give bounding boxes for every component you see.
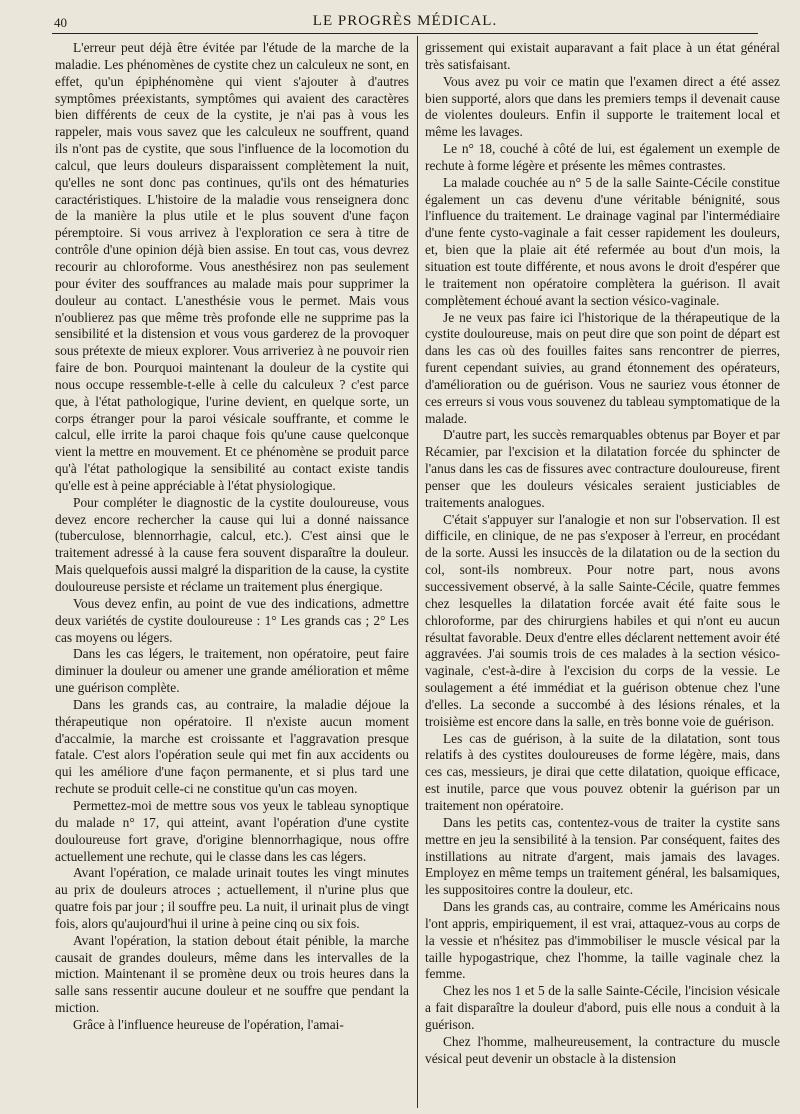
paragraph: grissement qui existait auparavant a fait place à un état général très satisfaisant. — [425, 40, 780, 72]
paragraph: Vous avez pu voir ce matin que l'examen direct a été assez bien supporté, alors que dans les premiers temps il devenait cause de violentes douleurs. Enfin il supporte le traitement local et même les lavages. — [425, 73, 780, 140]
paragraph: Dans les grands cas, au contraire, comme les Américains nous l'ont appris, empiriquement, il est vrai, attaquez-vous au corps de la vessie et n'hésitez pas d'immobiliser le muscle vésical par la taille hypogastrique, chez l'homme, la taille vaginale chez la femme. — [425, 899, 780, 982]
paragraph: Je ne veux pas faire ici l'historique de la thérapeutique de la cystite douloureuse, mais on peut dire que son point de départ est dans les cas où des fouilles faites sans rencontrer de pierres, furent cependant suivies, au grand étonnement des opérateurs, d'amélioration ou de guérison. Vous ne sauriez vous étonner de ces erreurs si vous vous souvenez du tableau symptomatique de la malade. — [425, 309, 780, 426]
paragraph: Grâce à l'influence heureuse de l'opération, l'amai- — [73, 1016, 344, 1032]
journal-title: LE PROGRÈS MÉDICAL. — [312, 13, 498, 29]
header-rule — [52, 33, 758, 34]
paragraph: D'autre part, les succès remarquables obtenus par Boyer et par Récamier, par l'excision et la dilatation forcée du sphincter de l'anus dans les cas de fissures avec contracture douloureuse, firent penser que les douleurs vésicales seraient justiciables de traitements analogues. — [425, 427, 780, 510]
paragraph: Pour compléter le diagnostic de la cystite douloureuse, vous devez encore rechercher la cause qui lui a donné naissance (tuberculose, blennorrhagie, calcul, etc.). C'est ainsi que le traitement adressé à la cause fera souvent disparaître la douleur. Mais quelquefois aussi malgré la disparition de la cause, la cystite douloureuse persiste et réclame un traitement plus énergique. — [55, 494, 409, 594]
paragraph: L'erreur peut déjà être évitée par l'étude de la marche de la maladie. Les phénomènes de cystite chez un calculeux ne sont, en effet, qu'un épiphénomène qui vient s'ajouter à d'autres symptômes préexistants, symptômes qui avaient des caractères bien différents de ceux de la cystite, je n'ai pas à vous les rappeler, mais vous savez que les calculeux ne souffrent, quand ils n'ont pas de cystite, que sous l'influence de la locomotion du calcul, que leurs douleurs disparaissent complètement la nuit, qu'elles ne sont donc pas continues, qu'ils ont des hématuries caractéristiques. L'histoire de la maladie vous renseignera donc de la manière la plus utile et le plus souvent d'une façon péremptoire. Si vous arrivez à l'exploration ce sera à titre de contrôle d'une opinion déjà bien assise. En tout cas, vous devrez recourir au chloroforme. Vous anesthésirez non pas seulement pour éviter des souffrances au malade mais pour supprimer la douleur au contact. L'anesthésie vous le permet. Mais vous n'oublierez pas que même très profonde elle ne supprime pas la sensibilité et la distension et vous vous garderez de la provoquer sous prétexte de mieux explorer. Vous arriveriez à ne pouvoir rien faire de bon. Pourquoi maintenant la douleur de la cystite qui nous occupe ressemble-t-elle à celle du calculeux ? c'est parce que, à l'état pathologique, l'urine devient, en quelque sorte, un corps étranger pour la paroi vésicale souffrante, et comme le calcul, elle irrite la paroi chaque fois qu'une cause quelconque vient la mettre en mouvement. Et ce phénomène se produit parce qu'à l'état pathologique la sensibilité au contact existe tandis qu'elle est à peine appréciable à l'état physiologique. — [55, 40, 409, 493]
column-divider — [417, 36, 418, 1108]
right-column — [425, 40, 780, 1110]
paragraph: Avant l'opération, la station debout était pénible, la marche causait de grandes douleurs, même dans les intervalles de la miction. Maintenant il se promène deux ou trois heures dans la salle sans ressentir aucune douleur et ne souffre que pendant la miction. — [55, 932, 409, 1016]
paragraph: Chez l'homme, malheureusement, la contracture du muscle vésical peut devenir un obstacle à la distension — [425, 1033, 780, 1066]
paragraph: Les cas de guérison, à la suite de la dilatation, sont tous relatifs à des cystites douloureuses de forme légère, mais, dans ces cas, messieurs, je dirai que cette dilatation, quoique efficace, est inutile, parce que vous pouvez obtenir la guérison par un traitement non opératoire. — [425, 730, 780, 813]
paragraph: La malade couchée au n° 5 de la salle Sainte-Cécile constitue également un cas devenu d'une véritable bénignité, sous l'influence du traitement. Le drainage vaginal par l'intermédiaire d'une fente cysto-vaginale a fait cesser rapidement les douleurs, et, bien que la plaie ait été refermée au bout d'un mois, la situation est toute différente, et nous avons le droit d'espérer que le traitement non opératoire complètera la guérison. Il avait complètement échoué avant la section vésico-vaginale. — [425, 174, 780, 308]
paragraph: Dans les grands cas, au contraire, la maladie déjoue la thérapeutique non opératoire. Il n'existe aucun moment d'accalmie, la marche est croissante et l'aggravation presque fatale. C'est alors l'opération seule qui met fin aux accidents ou qui les améliore d'une façon permanente, et si plus tard une rechute se produit celle-ci ne constitue qu'un cas moyen. — [55, 696, 409, 797]
paragraph: C'était s'appuyer sur l'analogie et non sur l'observation. Il est difficile, en clinique, de ne pas s'exposer à l'erreur, en procédant de la sorte. Aussi les insuccès de la dilatation ou de la section du col, sont-ils nombreux. Pour notre part, nous avons successivement observé, à la salle Sainte-Cécile, quatre femmes chez lesquelles la dilatation forcée avait été faite sous le chloroforme, par des chirurgiens habiles et qui n'ont eu aucun résultat favorable. Deux d'entre elles déclarent nettement avoir été aggravées. J'ai soumis trois de ces malades à la section vésico-vaginale, c'est-à-dire à l'excision du corps de la vessie. Le soulagement a été immédiat et la guérison obtenue chez l'une d'elles. La seconde a succombé à des lésions rénales, et la troisième est encore dans la salle, en très bonne voie de guérison. — [425, 511, 780, 729]
paragraph: Dans les petits cas, contentez-vous de traiter la cystite sans mettre en jeu la sensibilité à la tension. Par conséquent, faites des instillations au nitrate d'argent, mais jamais des lavages. Employez en même temps un traitement général, les balsamiques, les suppositoires contre la douleur, etc. — [425, 814, 780, 898]
paragraph: Le n° 18, couché à côté de lui, est également un exemple de rechute à forme légère et présente les mêmes contrastes. — [425, 141, 780, 173]
paragraph: Dans les cas légers, le traitement, non opératoire, peut faire diminuer la douleur ou amener une grande amélioration et même une guérison complète. — [55, 646, 409, 696]
paragraph: Avant l'opération, ce malade urinait toutes les vingt minutes au prix de douleurs atroces ; actuellement, il n'urine plus que quatre fois par jour ; il souffre peu. La nuit, il urinait plus de vingt fois, alors qu'aujourd'hui il urine à peine cinq ou six fois. — [55, 865, 409, 931]
page-number: 40 — [54, 15, 67, 30]
paragraph: Vous devez enfin, au point de vue des indications, admettre deux variétés de cystite douloureuse : 1° Les grands cas ; 2° Les cas moyens ou légers. — [55, 595, 409, 645]
paragraph: Permettez-moi de mettre sous vos yeux le tableau synoptique du malade n° 17, qui atteint, avant l'opération d'une cystite douloureuse fort grave, d'origine blennorrhagique, nous offre actuellement une rechute, qui le classe dans les cas légers. — [55, 797, 409, 864]
left-column — [55, 40, 409, 1110]
paragraph: Chez les nos 1 et 5 de la salle Sainte-Cécile, l'incision vésicale a fait disparaître la douleur d'abord, puis elle nous a conduit à la guérison. — [425, 983, 780, 1032]
